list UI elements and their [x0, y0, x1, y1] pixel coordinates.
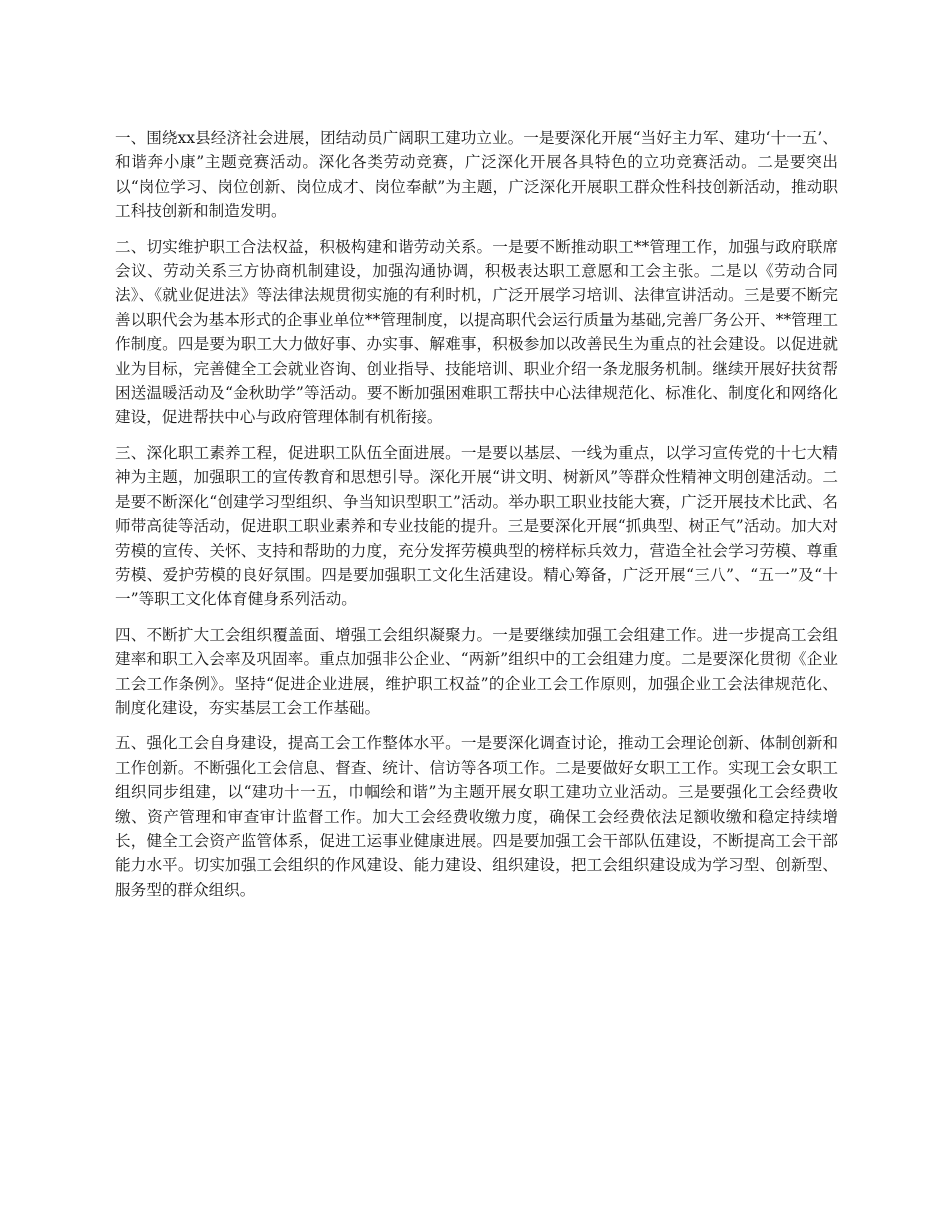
paragraph-4: 四、不断扩大工会组织覆盖面、增强工会组织凝聚力。一是要继续加强工会组建工作。进一步提高工会组建率和职工入会率及巩固率。重点加强非公企业、“两新”组织中的工会组建力度。二是要深化贯彻《企业工会工作条例》。坚持“促进企业进展，维护职工权益”的企业工会工作原则，加强企业工会法律规范化、制度化建设，夯实基层工会工作基础。 — [115, 625, 838, 717]
document-body — [115, 126, 838, 913]
paragraph-5: 五、强化工会自身建设，提高工会工作整体水平。一是要深化调查讨论，推动工会理论创新、体制创新和工作创新。不断强化工会信息、督查、统计、信访等各项工作。二是要做好女职工工作。实现工会女职工组织同步组建，以“建功十一五，巾帼绘和谐”为主题开展女职工建功立业活动。三是要强化工会经费收缴、资产管理和审查审计监督工作。加大工会经费收缴力度，确保工会经费依法足额收缴和稳定持续增长，健全工会资产监管体系，促进工运事业健康进展。四是要加强工会干部队伍建设，不断提高工会干部能力水平。切实加强工会组织的作风建设、能力建设、组织建设，把工会组织建设成为学习型、创新型、服务型的群众组织。 — [115, 734, 838, 899]
paragraph-3: 三、深化职工素养工程，促进职工队伍全面进展。一是要以基层、一线为重点，以学习宣传党的十七大精神为主题，加强职工的宣传教育和思想引导。深化开展“讲文明、树新风”等群众性精神文明创建活动。二是要不断深化“创建学习型组织、争当知识型职工”活动。举办职工职业技能大赛，广泛开展技术比武、名师带高徒等活动，促进职工职业素养和专业技能的提升。三是要深化开展“抓典型、树正气”活动。加大对劳模的宣传、关怀、支持和帮助的力度，充分发挥劳模典型的榜样标兵效力，营造全社会学习劳模、尊重劳模、爱护劳模的良好氛围。四是要加强职工文化生活建设。精心筹备，广泛开展“三八”、“五一”及“十一”等职工文化体育健身系列活动。 — [115, 443, 838, 609]
paragraph-2: 二、切实维护职工合法权益，积极构建和谐劳动关系。一是要不断推动职工**管理工作，加强与政府联席会议、劳动关系三方协商机制建设，加强沟通协调，积极表达职工意愿和工会主张。二是以《劳动合同法》、《就业促进法》等法律法规贯彻实施的有利时机，广泛开展学习培训、法律宣讲活动。三是要不断完善以职代会为基本形式的企事业单位**管理制度，以提高职代会运行质量为基础,完善厂务公开、**管理工作制度。四是要为职工大力做好事、办实事、解难事，积极参加以改善民生为重点的社会建设。以促进就业为目标，完善健全工会就业咨询、创业指导、技能培训、职业介绍一条龙服务机制。继续开展好扶贫帮困送温暖活动及“金秋助学”等活动。要不断加强困难职工帮扶中心法律规范化、标准化、制度化和网络化建设，促进帮扶中心与政府管理体制有机衔接。 — [115, 237, 838, 427]
paragraph-1: 一、围绕xx县经济社会进展，团结动员广阔职工建功立业。一是要深化开展“当好主力军、建功‘十一五’、和谐奔小康”主题竞赛活动。深化各类劳动竞赛，广泛深化开展各具特色的立功竞赛活动。二是要突出以“岗位学习、岗位创新、岗位成才、岗位奉献”为主题，广泛深化开展职工群众性科技创新活动，推动职工科技创新和制造发明。 — [115, 129, 838, 221]
